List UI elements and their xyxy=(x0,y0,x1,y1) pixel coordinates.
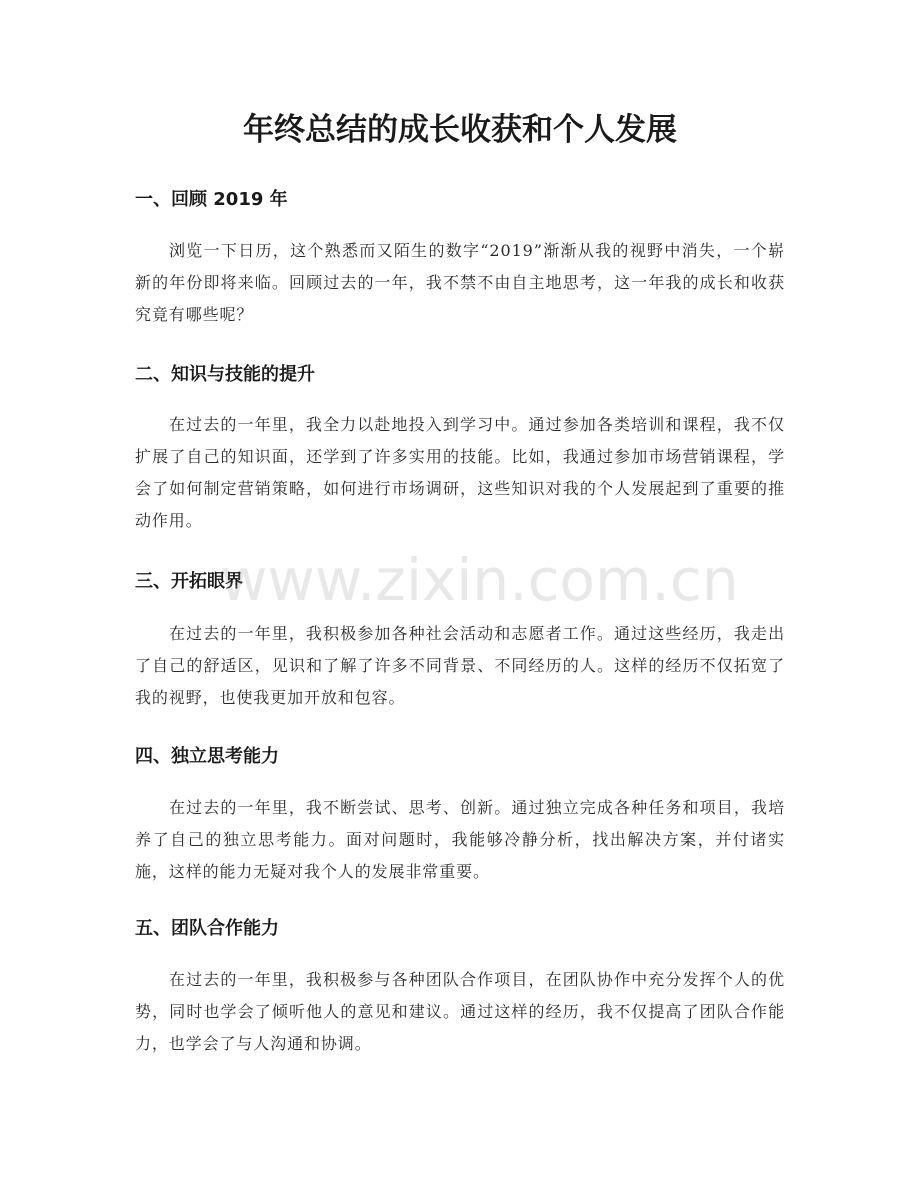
section-paragraph-broaden-horizons: 在过去的一年里，我积极参加各种社会活动和志愿者工作。通过这些经历，我走出了自己的舒适区，见识和了解了许多不同背景、不同经历的人。这样的经历不仅拓宽了我的视野，也使我更加开放和包容。 xyxy=(135,624,785,707)
section-paragraph-review-2019: 浏览一下日历，这个熟悉而又陌生的数字“2019”渐渐从我的视野中消失，一个崭新的年份即将来临。回顾过去的一年，我不禁不由自主地思考，这一年我的成长和收获究竟有哪些呢？ xyxy=(135,241,785,324)
watermark: www.zixin.com.cn xyxy=(220,546,739,614)
section-heading-broaden-horizons: 三、开拓眼界 xyxy=(135,571,243,592)
section-heading-review-2019: 一、回顾 2019 年 xyxy=(135,189,288,210)
section-paragraph-independent-thinking: 在过去的一年里，我不断尝试、思考、创新。通过独立完成各种任务和项目，我培养了自己的独立思考能力。面对问题时，我能够冷静分析，找出解决方案，并付诸实施，这样的能力无疑对我个人的发展非常重要。 xyxy=(135,798,785,881)
section-paragraph-teamwork: 在过去的一年里，我积极参与各种团队合作项目，在团队协作中充分发挥个人的优势，同时也学会了倾听他人的意见和建议。通过这样的经历，我不仅提高了团队合作能力，也学会了与人沟通和协调。 xyxy=(135,970,785,1053)
section-heading-teamwork: 五、团队合作能力 xyxy=(135,918,279,939)
section-heading-independent-thinking: 四、独立思考能力 xyxy=(135,746,279,767)
section-paragraph-knowledge-skills: 在过去的一年里，我全力以赴地投入到学习中。通过参加各类培训和课程，我不仅扩展了自己的知识面，还学到了许多实用的技能。比如，我通过参加市场营销课程，学会了如何制定营销策略，如何进行市场调研，这些知识对我的个人发展起到了重要的推动作用。 xyxy=(135,415,785,530)
document-title: 年终总结的成长收获和个人发展 xyxy=(243,112,677,148)
section-heading-knowledge-skills: 二、知识与技能的提升 xyxy=(135,364,315,385)
